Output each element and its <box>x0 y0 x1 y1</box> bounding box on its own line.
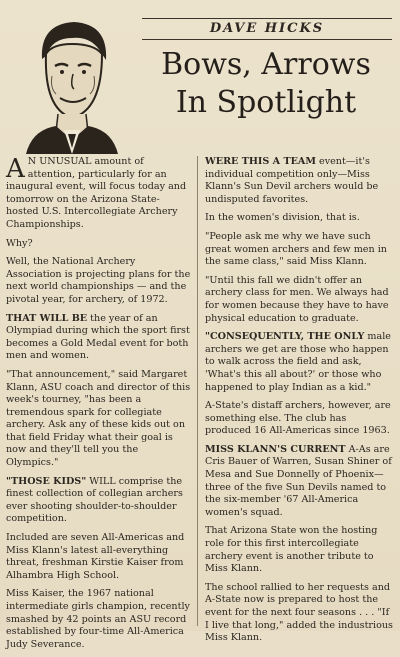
paragraph: "THOSE KIDS" WILL comprise the finest collection of collegian archers ever shooting shoulder-to-shoulder competition. <box>6 475 183 525</box>
headline <box>132 46 400 122</box>
paragraph: "CONSEQUENTLY, THE ONLY male archers we get are those who happen to walk across the field and ask, 'What's this all about?' or those who happened to play Indian as a kid." <box>205 331 391 393</box>
paragraph-lead: MISS KLANN'S CURRENT <box>205 443 346 455</box>
paragraph: In the women's division, that is. <box>205 212 360 224</box>
paragraph: The school rallied to her requests and A-State now is prepared to host the event for the next four seasons . . . "If I live that long," added the industrious Miss Klann. <box>205 581 393 644</box>
paragraph: Included are seven All-Americas and Miss Klann's latest all-everything threat, freshman Kirstie Kaiser from Alhambra High School. <box>6 532 185 581</box>
paragraph: THAT WILL BE the year of an Olympiad during which the sport first becomes a Gold Medal event for both men and women. <box>6 312 190 362</box>
paragraph: A-State's distaff archers, however, are something else. The club has produced 16 All-Americas since 1963. <box>205 400 391 437</box>
paragraph-lead: "CONSEQUENTLY, THE ONLY <box>205 331 365 343</box>
paragraph: Well, the National Archery Association is projecting plans for the next world championships — and the pivotal year, for archery, of 1972. <box>6 256 191 305</box>
columnist-byline: DAVE HICKS <box>142 18 392 40</box>
article-column-left <box>6 156 192 657</box>
paragraph: A N UNUSUAL amount of attention, particularly for an inaugural event, will focus today and tomorrow on the Arizona State-hosted U.S. Intercollegiate Archery Championships. <box>6 154 187 230</box>
drop-cap: A <box>6 154 25 184</box>
paragraph: "People ask me why we have such great women archers and few men in the same class," said Miss Klann. <box>205 230 387 268</box>
headline-line-2: In Spotlight <box>175 85 357 120</box>
paragraph: "That announcement," said Margaret Klann, ASU coach and director of this week's tourney, "has been a tremendous spark for collegiate archery. Ask any of these kids out on that field Friday what their goal is now and they'll tell you the Olympics." <box>6 368 191 469</box>
article-column-right <box>205 156 395 651</box>
columnist-portrait <box>22 14 122 154</box>
paragraph-lead: THAT WILL BE <box>6 312 88 324</box>
paragraph-lead: WERE THIS A TEAM <box>205 156 316 167</box>
headline-line-1: Bows, Arrows <box>161 47 371 82</box>
paragraph: "Until this fall we didn't offer an archery class for men. We always had for women because they have to have physical education to graduate. <box>205 274 389 324</box>
paragraph: That Arizona State won the hosting role for this first intercollegiate archery event is another tribute to Miss Klann. <box>205 525 378 575</box>
paragraph-lead: "THOSE KIDS" <box>6 475 87 487</box>
paragraph: Miss Kaiser, the 1967 national intermediate girls champion, recently smashed by 42 points an ASU record established by four-time All-America Judy Severance. <box>6 588 190 650</box>
paragraph: Why? <box>6 237 33 249</box>
paragraph: WERE THIS A TEAM event—it's individual competition only—Miss Klann's Sun Devil archers would be undisputed favorites. <box>205 156 379 205</box>
paragraph: MISS KLANN'S CURRENT A-As are Cris Bauer of Warren, Susan Shiner of Mesa and Sue Donnelly of Phoenix—three of the five Sun Devils named to the six-member '67 All-America women's squad. <box>205 443 392 518</box>
column-divider <box>197 156 198 626</box>
